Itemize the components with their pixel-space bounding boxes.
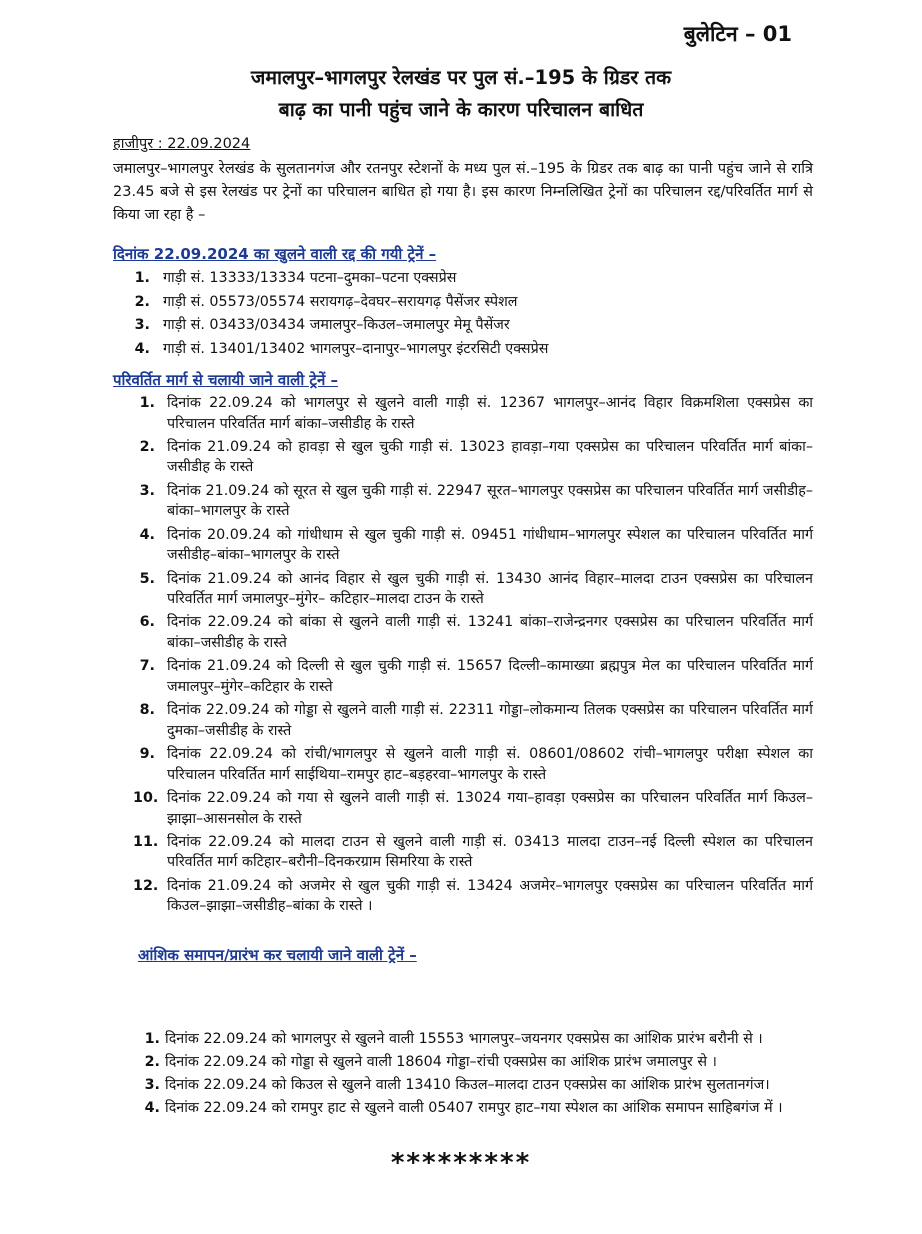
item-number: 12.: [133, 877, 159, 894]
list-item: [133, 338, 823, 362]
list-item: [133, 291, 823, 315]
item-number: 3.: [134, 317, 150, 333]
page-title: [0, 62, 922, 126]
item-text: दिनांक 20.09.24 को गांधीधाम से खुल चुकी गाड़ी सं. 09451 गांधीधाम–भागलपुर स्पेशल का परिचालन परिवर्तित मार्ग जसीडीह–बांका–भागलपुर के रास्ते: [167, 526, 813, 564]
diverted-trains-list: [133, 393, 813, 920]
item-number: 4.: [134, 340, 150, 357]
list-item: [133, 437, 813, 478]
partial-trains-heading: आंशिक समापन/प्रारंभ कर चलायी जाने वाली ट्रेनें –: [138, 946, 417, 964]
item-text: गाड़ी सं. 05573/05574 सरायगढ़–देवघर–सरायगढ़ पैसेंजर स्पेशल: [163, 293, 518, 310]
list-item: [133, 876, 813, 917]
item-text: दिनांक 22.09.24 को बांका से खुलने वाली गाड़ी सं. 13241 बांका–राजेन्द्रनगर एक्सप्रेस का परिचालन परिवर्तित मार्ग बांका–जसीडीह के रास्ते: [167, 614, 813, 651]
intro-paragraph: जमालपुर–भागलपुर रेलखंड के सुलतानगंज और रतनपुर स्टेशनों के मध्य पुल सं.–195 के ग्रिडर तक बाढ़ का पानी पहुंच जाने से रात्रि 23.45 बजे से इस रेलखंड पर ट्रेनों का परिचालन बाधित हो गया है। इस कारण निम्नलिखित ट्रेनों का परिचालन रद्द/परिवर्तित मार्ग से किया जा रहा है –: [113, 161, 813, 223]
list-item: [133, 832, 813, 873]
item-number: 2.: [139, 438, 155, 455]
cancelled-trains-heading: दिनांक 22.09.2024 का खुलने वाली रद्द की गयी ट्रेनें –: [113, 245, 437, 263]
list-item: [133, 267, 823, 291]
item-number: 2.: [134, 293, 150, 310]
item-text: दिनांक 22.09.24 को गोड्डा से खुलने वाली गाड़ी सं. 22311 गोड्डा–लोकमान्य तिलक एक्सप्रेस का परिचालन परिवर्तित मार्ग दुमका–जसीडीह के रास्ते: [167, 702, 813, 739]
partial-trains-list: [140, 1028, 813, 1120]
item-text: दिनांक 21.09.24 को हावड़ा से खुल चुकी गाड़ी सं. 13023 हावड़ा–गया एक्सप्रेस का परिचालन परिवर्तित मार्ग बांका–जसीडीह के रास्ते: [167, 438, 813, 476]
item-number: 1.: [139, 395, 155, 411]
item-text: दिनांक 22.09.24 को रांची/भागलपुर से खुलने वाली गाड़ी सं. 08601/08602 रांची–भागलपुर परीक्षा स्पेशल का परिचालन परिवर्तित मार्ग साईथिया–रामपुर हाट–बड़हरवा–भागलपुर के रास्ते: [167, 746, 813, 783]
item-text: गाड़ी सं. 13333/13334 पटना–दुमका–पटना एक्सप्रेस: [163, 270, 457, 286]
diverted-trains-heading: परिवर्तित मार्ग से चलायी जाने वाली ट्रेनें –: [113, 371, 339, 389]
footer-separator: *********: [390, 1148, 532, 1178]
item-number: 11.: [133, 833, 159, 850]
item-text: गाड़ी सं. 03433/03434 जमालपुर–किउल–जमालपुर मेमू पैसेंजर: [163, 317, 510, 333]
item-number: 10.: [133, 790, 159, 807]
item-number: 1.: [144, 1031, 160, 1047]
item-text: गाड़ी सं. 13401/13402 भागलपुर–दानापुर–भागलपुर इंटरसिटी एक्सप्रेस: [163, 340, 549, 357]
item-number: 6.: [139, 614, 155, 631]
item-number: 1.: [134, 270, 150, 286]
title-line-1: जमालपुर–भागलपुर रेलखंड पर पुल सं.–195 के ग्रिडर तक: [250, 66, 672, 89]
list-item: [133, 525, 813, 566]
item-number: 7.: [139, 658, 155, 675]
item-text: दिनांक 21.09.24 को दिल्ली से खुल चुकी गाड़ी सं. 15657 दिल्ली–कामाख्या ब्रह्मपुत्र मेल का परिचालन परिवर्तित मार्ग जमालपुर–मुंगेर–कटिहार के रास्ते: [167, 658, 813, 695]
list-item: [140, 1074, 813, 1096]
list-item: [133, 656, 813, 697]
list-item: [133, 744, 813, 785]
item-number: 8.: [139, 702, 155, 719]
title-line-2: बाढ़ का पानी पहुंच जाने के कारण परिचालन बाधित: [278, 98, 644, 121]
item-text: दिनांक 21.09.24 को अजमेर से खुल चुकी गाड़ी सं. 13424 अजमेर–भागलपुर एक्सप्रेस का परिचालन परिवर्तित मार्ग किउल–झाझा–जसीडीह–बांका के रास्ते ।: [167, 877, 813, 915]
item-text: दिनांक 22.09.24 को रामपुर हाट से खुलने वाली 05407 रामपुर हाट–गया स्पेशल का आंशिक समापन साहिबगंज में ।: [165, 1100, 783, 1116]
cancelled-trains-list: [133, 267, 823, 361]
item-text: दिनांक 21.09.24 को आनंद विहार से खुल चुकी गाड़ी सं. 13430 आनंद विहार–मालदा टाउन एक्सप्रेस का परिचालन परिवर्तित मार्ग जमालपुर–मुंगेर– कटिहार–मालदा टाउन के रास्ते: [167, 570, 813, 608]
item-text: दिनांक 22.09.24 को भागलपुर से खुलने वाली गाड़ी सं. 12367 भागलपुर–आनंद विहार विक्रमशिला एक्सप्रेस का परिचालन परिवर्तित मार्ग बांका–जसीडीह के रास्ते: [167, 395, 813, 432]
list-item: [140, 1051, 813, 1073]
list-item: [133, 700, 813, 741]
item-number: 2.: [144, 1054, 160, 1070]
item-text: दिनांक 22.09.24 को किउल से खुलने वाली 13410 किउल–मालदा टाउन एक्सप्रेस का आंशिक प्रारंभ सुलतानगंज।: [165, 1077, 770, 1093]
item-number: 9.: [139, 746, 155, 763]
bulletin-number: बुलेटिन – 01: [683, 22, 792, 46]
item-number: 5.: [139, 570, 155, 587]
item-text: दिनांक 22.09.24 को गोड्डा से खुलने वाली 18604 गोड्डा–रांची एक्सप्रेस का आंशिक प्रारंभ जमालपुर से ।: [165, 1054, 717, 1070]
item-number: 3.: [144, 1077, 160, 1093]
item-number: 4.: [139, 526, 155, 543]
item-text: दिनांक 21.09.24 को सूरत से खुल चुकी गाड़ी सं. 22947 सूरत–भागलपुर एक्सप्रेस का परिचालन परिवर्तित मार्ग जसीडीह–बांका–भागलपुर के रास्ते: [167, 482, 813, 520]
dateline: हाजीपुर : 22.09.2024: [113, 136, 251, 152]
list-item: [133, 569, 813, 610]
list-item: [133, 612, 813, 653]
item-number: 3.: [139, 482, 155, 499]
list-item: [133, 393, 813, 434]
item-text: दिनांक 22.09.24 को गया से खुलने वाली गाड़ी सं. 13024 गया–हावड़ा एक्सप्रेस का परिचालन परिवर्तित मार्ग किउल–झाझा–आसनसोल के रास्ते: [167, 790, 813, 827]
list-item: [133, 788, 813, 829]
item-text: दिनांक 22.09.24 को भागलपुर से खुलने वाली 15553 भागलपुर–जयनगर एक्सप्रेस का आंशिक प्रारंभ बरौनी से ।: [165, 1031, 763, 1047]
list-item: [140, 1028, 813, 1050]
list-item: [133, 314, 823, 338]
item-text: दिनांक 22.09.24 को मालदा टाउन से खुलने वाली गाड़ी सं. 03413 मालदा टाउन–नई दिल्ली स्पेशल का परिचालन परिवर्तित मार्ग कटिहार–बरौनी–दिनकरग्राम सिमरिया के रास्ते: [167, 833, 813, 871]
list-item: [140, 1097, 813, 1119]
list-item: [133, 481, 813, 522]
item-number: 4.: [144, 1100, 160, 1116]
